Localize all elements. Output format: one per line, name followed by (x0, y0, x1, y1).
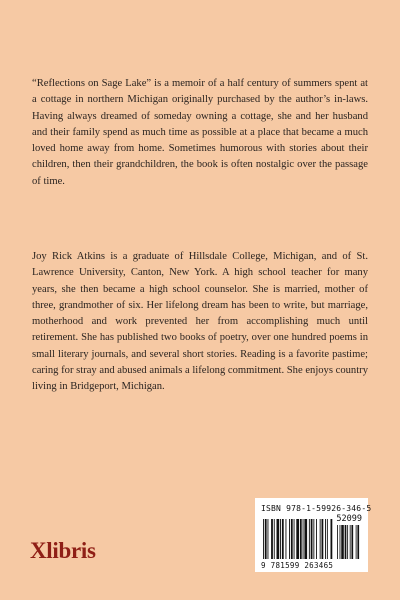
price-code: 52099 (336, 514, 362, 524)
barcode-bar (280, 519, 281, 559)
barcode-bar (341, 525, 344, 559)
barcode-bar (263, 519, 264, 559)
barcode-bar (271, 519, 273, 559)
barcode-bar (337, 525, 338, 559)
barcode-bar (345, 525, 347, 559)
barcode-bar (282, 519, 284, 559)
barcode-number: 9 781599 263465 (261, 561, 334, 570)
barcode-bar (347, 525, 348, 559)
isbn-label: ISBN 978-1-59926-346-5 (261, 504, 372, 513)
barcode-bar (356, 525, 357, 559)
book-description: “Reflections on Sage Lake” is a memoir of a half century of summers spent at a cottage in northern Michigan originally purchased by the author’s in-laws. Having always dreamed of someday owning a cottage, she and her husband and their family spend as much time as possible at a place that became a much loved home away from home. Sometimes humorous with stories about their children, then their grandchildren, the book is often nostalgic over the passage of time. (32, 78, 368, 187)
barcode-bar (357, 525, 359, 559)
barcode-bar (313, 519, 314, 559)
barcode-bar (331, 519, 333, 559)
barcode-bar (351, 525, 353, 559)
barcode-bar (294, 519, 295, 559)
barcode-bar (277, 519, 280, 559)
barcode-bar (309, 519, 310, 559)
author-biography: Joy Rick Atkins is a graduate of Hillsdale College, Michigan, and of St. Lawrence University, Canton, New York. A high school teacher for many years, she then became a high school counselor. She is married, mother of three, grandmother of six. Her lifelong dream has been to write, but marriage, motherhood and work prevented her from accomplishing much until retirement. She has published two books of poetry, over one hundred poems in small literary journals, and several short stories. Reading is a favorite pastime; caring for stray and abused animals a lifelong commitment. She enjoys country living in Bridgeport, Michigan. (32, 251, 368, 393)
barcode-bar (350, 525, 351, 559)
barcode-bar (327, 519, 328, 559)
barcode-bar (268, 519, 269, 559)
publisher-logo: Xlibris (30, 538, 96, 563)
barcode-bar (265, 519, 267, 559)
barcode-bar (286, 519, 287, 559)
barcode-bar (316, 519, 317, 559)
isbn-barcode (255, 498, 372, 572)
barcode-bar (274, 519, 275, 559)
barcode-bar (303, 519, 304, 559)
barcode-bar (300, 519, 302, 559)
barcode-bar (322, 519, 324, 559)
barcode-bar (340, 525, 341, 559)
barcode-bar (311, 519, 313, 559)
barcode-bar (304, 519, 307, 559)
barcode-bar (289, 519, 290, 559)
barcode-bar (291, 519, 293, 559)
barcode-bar (325, 519, 326, 559)
barcode-bar (296, 519, 299, 559)
barcode-bar (320, 519, 321, 559)
